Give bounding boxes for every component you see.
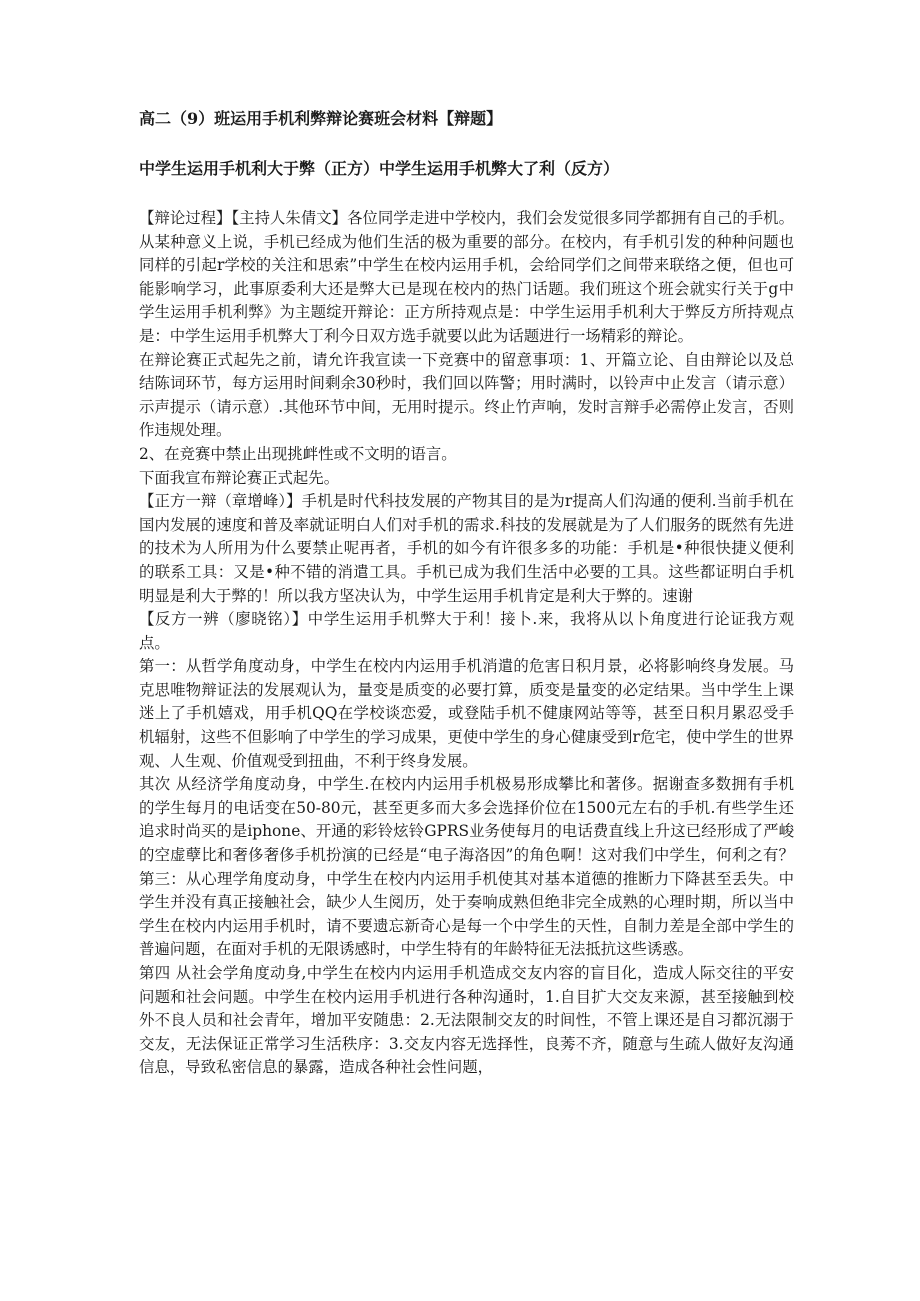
paragraph-announcement: 下面我宣布辩论赛正式起先。 xyxy=(139,468,340,487)
document-title: 高二（9）班运用手机利弊辩论赛班会材料【辩题】 xyxy=(139,109,503,128)
paragraph-rule-2: 2、在竞赛中禁止出现挑衅性或不文明的语言。 xyxy=(139,444,457,463)
paragraph-point-four: 第四 从社会学角度动身,中学生在校内内运用手机造成交友内容的盲目化，造成人际交往的平安问题和社会问题。中学生在校内运用手机进行各种沟通时，1.自目扩大交友来源，甚至接触到校外不良人员和社会青年，增加平安随患：2.无法限制交友的时间性，不管上课还是自习都沉溺于交友，无法保证正常学习生活秩序：3.交友内容无选择性，良莠不齐，随意与生疏人做好友沟通信息，导致私密信息的暴露，造成各种社会性问题， xyxy=(139,964,794,1077)
document-page xyxy=(139,108,794,1080)
paragraph-affirmative-first: 【正方一辩（章增峰）】手机是时代科技发展的产物其目的是为r提高人们沟通的便利.当前手机在国内发展的速度和普及率就证明白人们对手机的需求.科技的发展就是为了人们服务的既然有先进的技术为人所用为什么要禁止呢再者，手机的如今有许很多多的功能：手机是•种很快捷义便利的联系工具：又是•种不错的消遣工具。手机已成为我们生活中必要的工具。这些都证明白手机明显是利大于弊的！所以我方坚决认为，中学生运用手机肯定是利大于弊的。速谢 xyxy=(139,492,794,605)
paragraph-rules: 在辩论赛正式起先之前，请允许我宣读一下竞赛中的留意事项：1、开篇立论、自由辩论以及总结陈词环节，每方运用时间剩余30秒时，我们回以阵警；用时满时，以铃声中止发言（请示意）示声提示（请示意）.其他环节中间，无用时提示。终止竹声响，发时言辩手必需停止发言，否则作违规处理。 xyxy=(139,350,794,440)
debate-motion: 中学生运用手机利大于弊（正方）中学生运用手机弊大了利（反方） xyxy=(139,159,620,178)
paragraph-point-two-three: 其次 从经济学角度动身，中学生.在校内内运用手机极易形成攀比和著侈。据谢查多数拥有手机的学生每月的电话变在50-80元，甚至更多而大多会选择价位在1500元左右的手机.有些学生还追求时尚买的是iphone、开通的彩铃炫铃GPRS业务使每月的电话费直线上升这已经形成了严峻的空虚孽比和奢侈奢侈手机扮演的已经是“电子海洛因”的角色啊！这对我们中学生，何利之有？第三：从心理学角度动身，中学生在校内内运用手机使其对基本道德的推断力下降甚至丢失。中学生并没有真正接触社会，缺少人生阅历，处于奏响成熟但绝非完全成熟的心理时期，所以当中学生在校内内运用手机时，请不要遗忘新奇心是每一个中学生的天性，自制力差是全部中学生的普遍问题，在面对手机的无限诱感时，中学生特有的年龄特征无法抵抗这些诱惑。 xyxy=(139,775,794,959)
paragraph-negative-first: 【反方一辨（廖晓铭）】中学生运用手机弊大于利！接卜.来，我将从以卜角度进行论证我方观点。 xyxy=(139,610,794,652)
paragraph-point-one: 第一：从哲学角度动身，中学生在校内内运用手机消遣的危害日积月景，必将影响终身发展。马克思唯物辩证法的发展观认为，量变是质变的必要打算，质变是量变的必定结果。当中学生上课迷上了手机嬉戏，用手机QQ在学校谈恋爱，或登陆手机不健康网站等等，甚至日积月累忍受手机辐射，这些不但影响了中学生的学习成果，更使中学生的身心健康受到r危宅，使中学生的世界观、人生观、价值观受到扭曲，不利于终身发展。 xyxy=(139,657,794,770)
paragraph-host-opening: 【辩论过程】【主持人朱倩文】各位同学走进中学校内，我们会发觉很多同学都拥有自己的手机。从某种意义上说，手机已经成为他们生活的极为重要的部分。在校内，有手机引发的种种问题也同样的引起r学校的关注和思索”中学生在校内运用手机，会给同学们之间带来联络之便，但也可能影响学习，此事原委利大还是弊大已是现在校内的热门话题。我们班这个班会就实行关于g中学生运用手机利弊》为主题绽开辩论：正方所持观点是：中学生运用手机利大于弊反方所持观点是：中学生运用手机弊大丁利今日双方选手就要以此为话题进行一场精彩的辩论。 xyxy=(139,209,794,345)
document-body xyxy=(139,207,794,1080)
